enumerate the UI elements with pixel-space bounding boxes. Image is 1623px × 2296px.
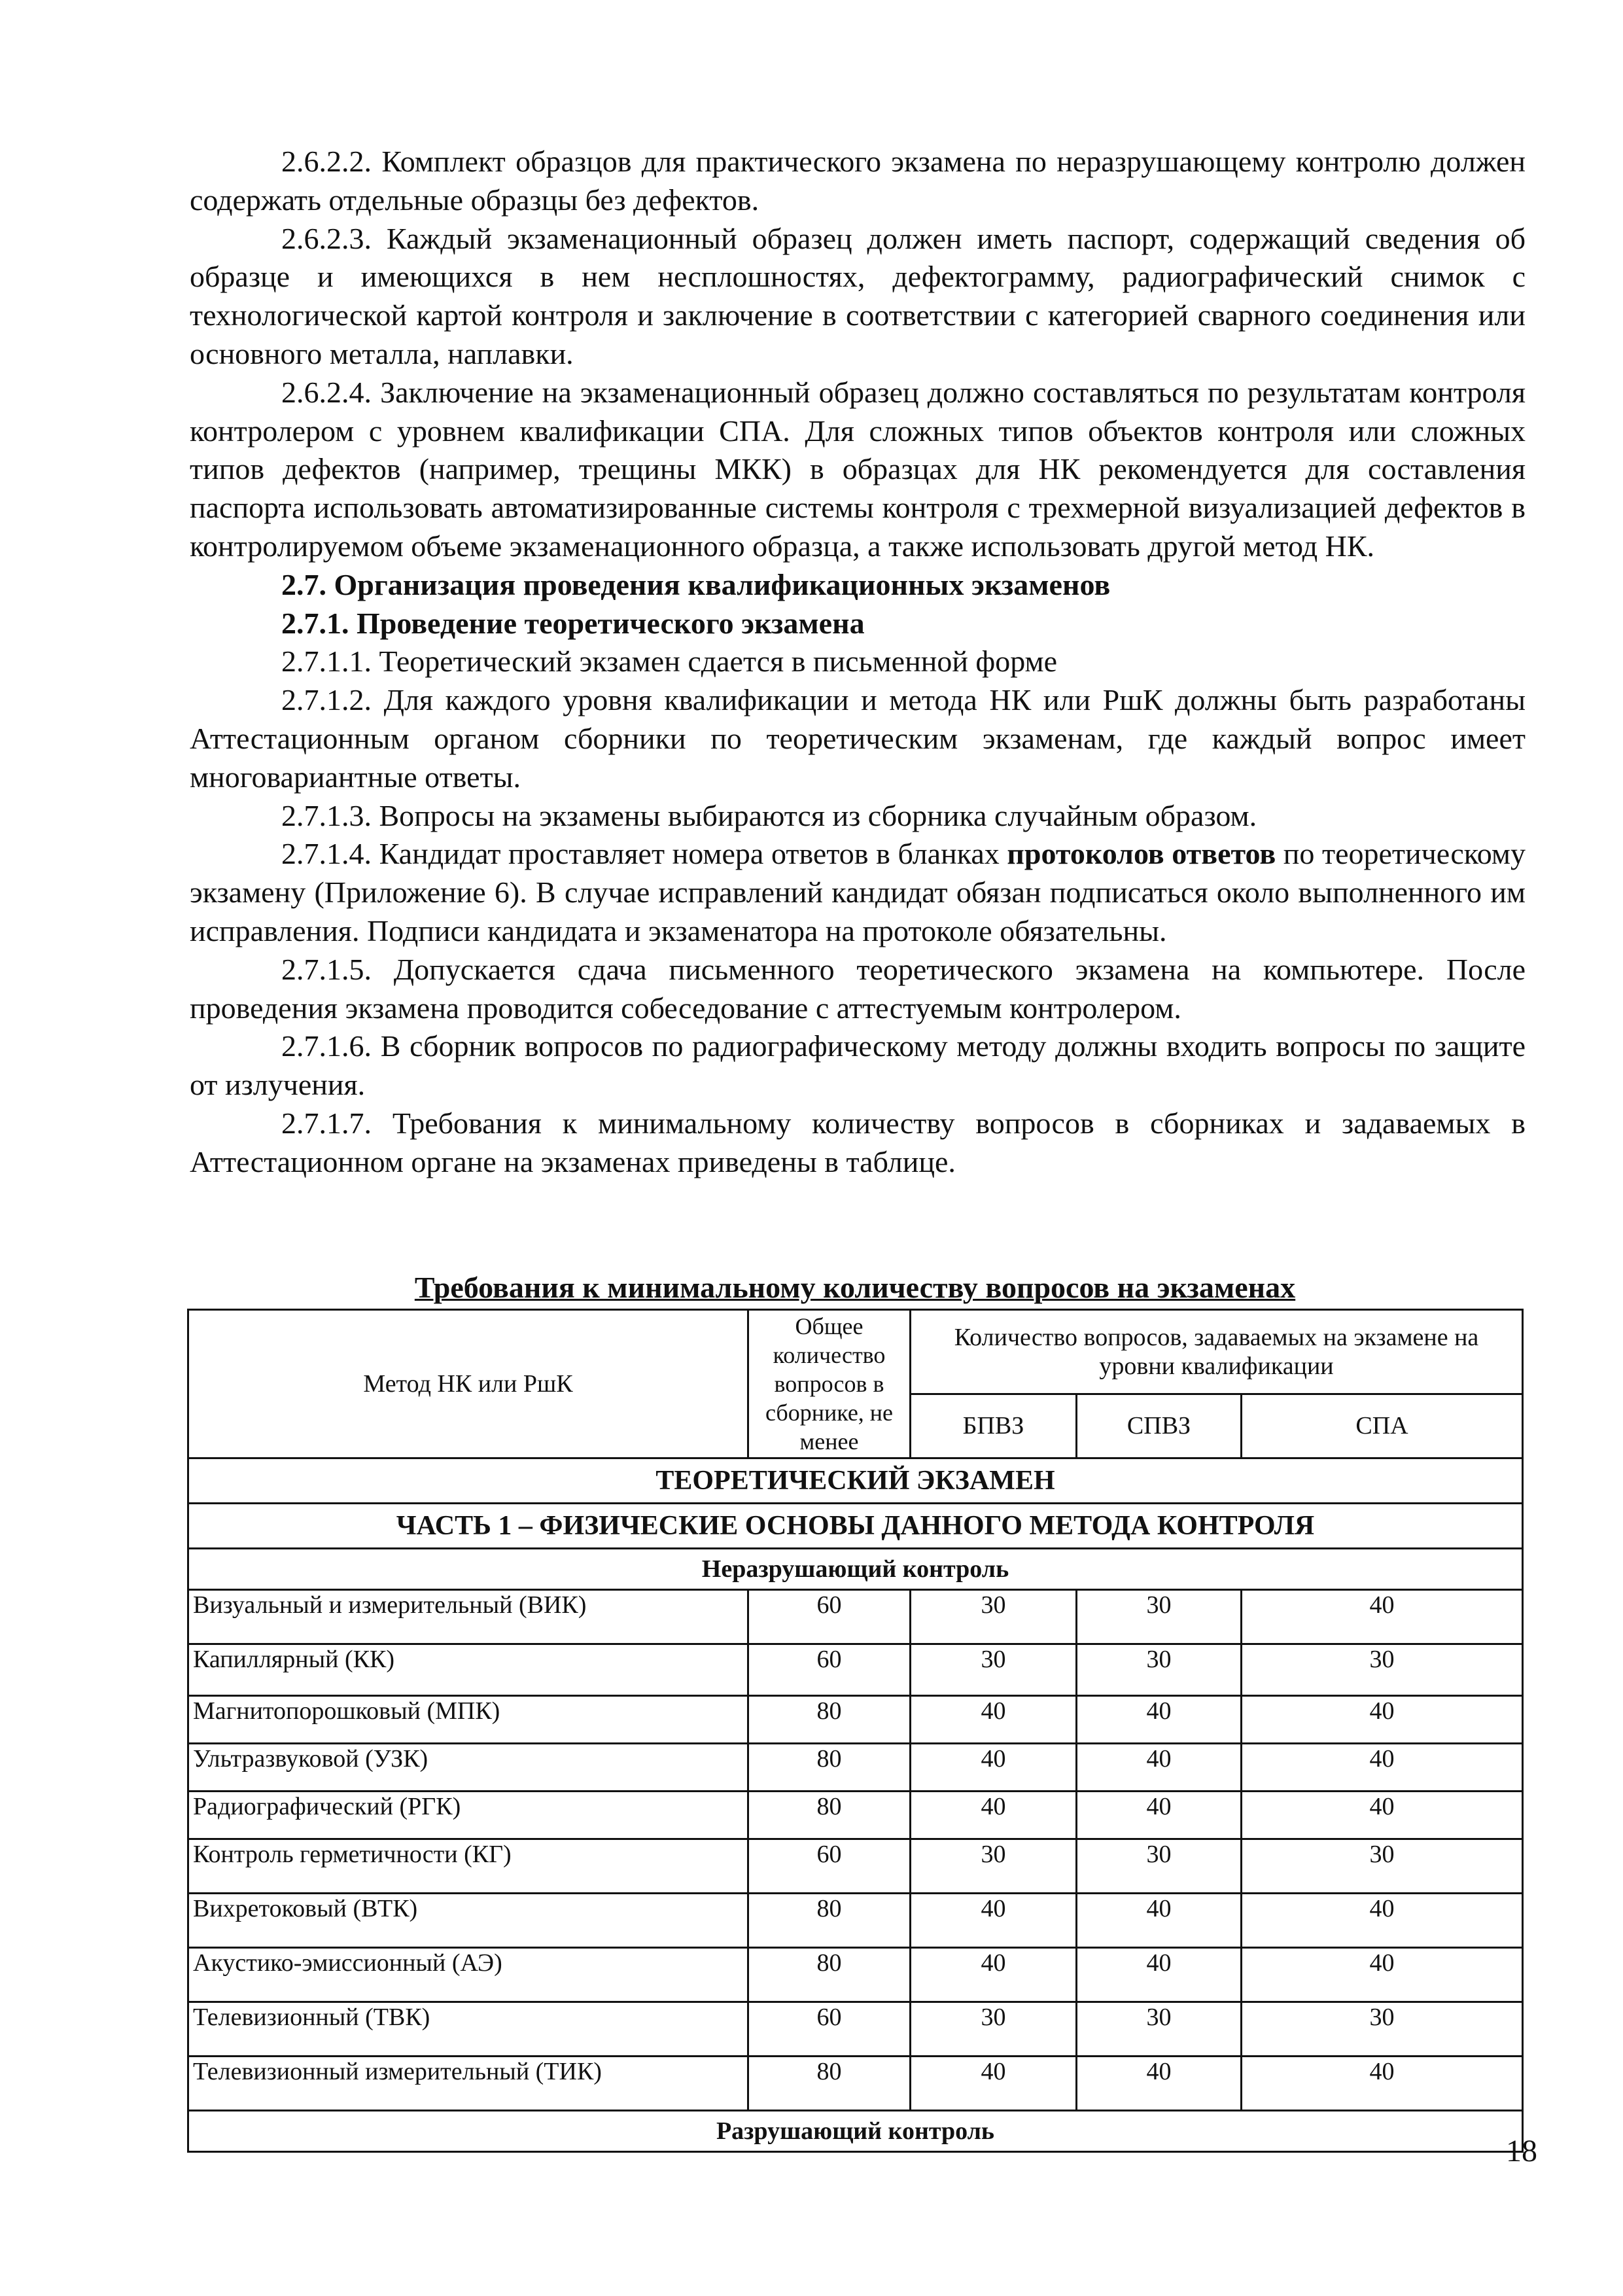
cell-method: Ультразвуковой (УЗК) — [188, 1744, 748, 1792]
cell-spvz: 30 — [1077, 2002, 1242, 2057]
cell-spa: 30 — [1242, 1839, 1523, 1894]
paragraph-2-6-2-3: 2.6.2.3. Каждый экзаменационный образец должен иметь паспорт, содержащий сведения об образце и имеющихся в нем несплошностях, дефектограмму, радиографический снимок с технологической картой контроля и заключение в соответствии с категорией сварного соединения или основного металла, наплавки. — [190, 221, 1526, 370]
cell-total: 60 — [748, 1839, 911, 1894]
table-row — [188, 1948, 1523, 2002]
cell-spvz: 40 — [1077, 1948, 1242, 2002]
paragraph-2-6-2-4: 2.6.2.4. Заключение на экзаменационный образец должно составляться по результатам контроля контролером с уровнем квалификации СПА. Для сложных типов объектов контроля или сложных типов дефектов (например, трещины МКК) в образцах для НК рекомендуется для составления паспорта использовать автоматизированные системы контроля с трехмерной визуализацией дефектов в контролируемом объеме экзаменационного образца, а также использовать другой метод НК. — [190, 375, 1526, 563]
cell-total: 80 — [748, 1948, 911, 2002]
table-row — [188, 1792, 1523, 1839]
body-text — [190, 143, 1526, 1182]
paragraph-2-6-2-2: 2.6.2.2. Комплект образцов для практического экзамена по неразрушающему контролю должен содержать отдельные образцы без дефектов. — [190, 145, 1526, 217]
cell-total: 80 — [748, 1696, 911, 1744]
cell-spa: 40 — [1242, 1590, 1523, 1644]
cell-spvz: 40 — [1077, 1792, 1242, 1839]
cell-spvz: 30 — [1077, 1839, 1242, 1894]
paragraph-2-7-1-2: 2.7.1.2. Для каждого уровня квалификации и метода НК или РшК должны быть разработаны Аттестационным органом сборники по теоретическим экзаменам, где каждый вопрос имеет многовариантные ответы. — [190, 683, 1526, 794]
cell-method: Акустико-эмиссионный (АЭ) — [188, 1948, 748, 2002]
requirements-table — [187, 1309, 1524, 2153]
cell-bpvz: 40 — [911, 1744, 1077, 1792]
table-row — [188, 2002, 1523, 2057]
cell-spvz: 40 — [1077, 1894, 1242, 1948]
cell-bpvz: 40 — [911, 1792, 1077, 1839]
cell-total: 80 — [748, 1744, 911, 1792]
table-row — [188, 1644, 1523, 1696]
cell-total: 80 — [748, 1894, 911, 1948]
header-method: Метод НК или РшК — [188, 1310, 748, 1458]
cell-bpvz: 40 — [911, 1894, 1077, 1948]
paragraph-2-7-1-4-start: 2.7.1.4. Кандидат проставляет номера ответов в бланках — [281, 837, 1007, 871]
table-row — [188, 1696, 1523, 1744]
table-section-row — [188, 1458, 1523, 1504]
paragraph-2-7-1-4-bold: протоколов ответов — [1007, 837, 1276, 871]
cell-method: Визуальный и измерительный (ВИК) — [188, 1590, 748, 1644]
cell-bpvz: 30 — [911, 1590, 1077, 1644]
cell-method: Радиографический (РГК) — [188, 1792, 748, 1839]
cell-spvz: 30 — [1077, 1590, 1242, 1644]
subsection-non-destructive: Неразрушающий контроль — [188, 1549, 1523, 1590]
table-title — [190, 1269, 1520, 1306]
section-theoretical-exam: ТЕОРЕТИЧЕСКИЙ ЭКЗАМЕН — [188, 1458, 1523, 1504]
cell-spa: 30 — [1242, 2002, 1523, 2057]
cell-method: Капиллярный (КК) — [188, 1644, 748, 1696]
paragraph-2-7-1-3: 2.7.1.3. Вопросы на экзамены выбираются из сборника случайным образом. — [281, 798, 1257, 832]
part-1-physical-basics: ЧАСТЬ 1 – ФИЗИЧЕСКИЕ ОСНОВЫ ДАННОГО МЕТОДА КОНТРОЛЯ — [188, 1504, 1523, 1549]
cell-spa: 40 — [1242, 1792, 1523, 1839]
cell-spvz: 40 — [1077, 1696, 1242, 1744]
table-subsection-dt-row — [188, 2111, 1523, 2152]
table-header-row-1 — [188, 1310, 1523, 1394]
heading-2-7-1: 2.7.1. Проведение теоретического экзамена — [281, 606, 865, 640]
cell-method: Контроль герметичности (КГ) — [188, 1839, 748, 1894]
cell-spvz: 40 — [1077, 1744, 1242, 1792]
table-subsection-ndt-row — [188, 1549, 1523, 1590]
paragraph-2-7-1-6: 2.7.1.6. В сборник вопросов по радиографическому методу должны входить вопросы по защите от излучения. — [190, 1029, 1526, 1102]
cell-bpvz: 40 — [911, 1948, 1077, 2002]
paragraph-2-7-1-1: 2.7.1.1. Теоретический экзамен сдается в письменной форме — [281, 645, 1058, 679]
cell-method: Вихретоковый (ВТК) — [188, 1894, 748, 1948]
subsection-destructive: Разрушающий контроль — [188, 2111, 1523, 2152]
header-level-spvz: СПВЗ — [1077, 1394, 1242, 1458]
cell-method: Телевизионный измерительный (ТИК) — [188, 2057, 748, 2111]
cell-bpvz: 40 — [911, 2057, 1077, 2111]
cell-bpvz: 30 — [911, 1839, 1077, 1894]
cell-spvz: 40 — [1077, 2057, 1242, 2111]
cell-total: 60 — [748, 1644, 911, 1696]
header-levels-group: Количество вопросов, задаваемых на экзамене на уровни квалификации — [911, 1310, 1523, 1394]
cell-spa: 40 — [1242, 1894, 1523, 1948]
paragraph-2-7-1-4 — [190, 835, 1526, 950]
table-row — [188, 1744, 1523, 1792]
header-level-spa: СПА — [1242, 1394, 1523, 1458]
cell-total: 80 — [748, 1792, 911, 1839]
cell-method: Магнитопорошковый (МПК) — [188, 1696, 748, 1744]
cell-spa: 40 — [1242, 1696, 1523, 1744]
cell-bpvz: 30 — [911, 2002, 1077, 2057]
cell-spa: 30 — [1242, 1644, 1523, 1696]
cell-total: 60 — [748, 2002, 911, 2057]
paragraph-2-7-1-4-end: по теоретическому экзамену (Приложение 6). В случае исправлений кандидат обязан подписаться около выполненного им исправления. Подписи кандидата и экзаменатора на протоколе обязательны. — [190, 837, 1526, 947]
table-part-row — [188, 1504, 1523, 1549]
cell-total: 80 — [748, 2057, 911, 2111]
table-row — [188, 1894, 1523, 1948]
cell-spa: 40 — [1242, 1744, 1523, 1792]
paragraph-2-7-1-5: 2.7.1.5. Допускается сдача письменного теоретического экзамена на компьютере. После проведения экзамена проводится собеседование с аттестуемым контролером. — [190, 952, 1526, 1025]
paragraph-2-7-1-7: 2.7.1.7. Требования к минимальному количеству вопросов в сборниках и задаваемых в Аттестационном органе на экзаменах приведены в таблице. — [190, 1106, 1526, 1178]
heading-2-7: 2.7. Организация проведения квалификационных экзаменов — [281, 567, 1111, 601]
header-total-questions: Общее количество вопросов в сборнике, не менее — [748, 1310, 911, 1458]
table-row — [188, 2057, 1523, 2111]
cell-method: Телевизионный (ТВК) — [188, 2002, 748, 2057]
cell-spvz: 30 — [1077, 1644, 1242, 1696]
cell-bpvz: 30 — [911, 1644, 1077, 1696]
table-row — [188, 1839, 1523, 1894]
page-number: 18 — [1506, 2134, 1537, 2168]
cell-bpvz: 40 — [911, 1696, 1077, 1744]
header-level-bpvz: БПВЗ — [911, 1394, 1077, 1458]
cell-total: 60 — [748, 1590, 911, 1644]
cell-spa: 40 — [1242, 1948, 1523, 2002]
cell-spa: 40 — [1242, 2057, 1523, 2111]
table-title-text: Требования к минимальному количеству вопросов на экзаменах — [414, 1271, 1296, 1304]
table-row — [188, 1590, 1523, 1644]
